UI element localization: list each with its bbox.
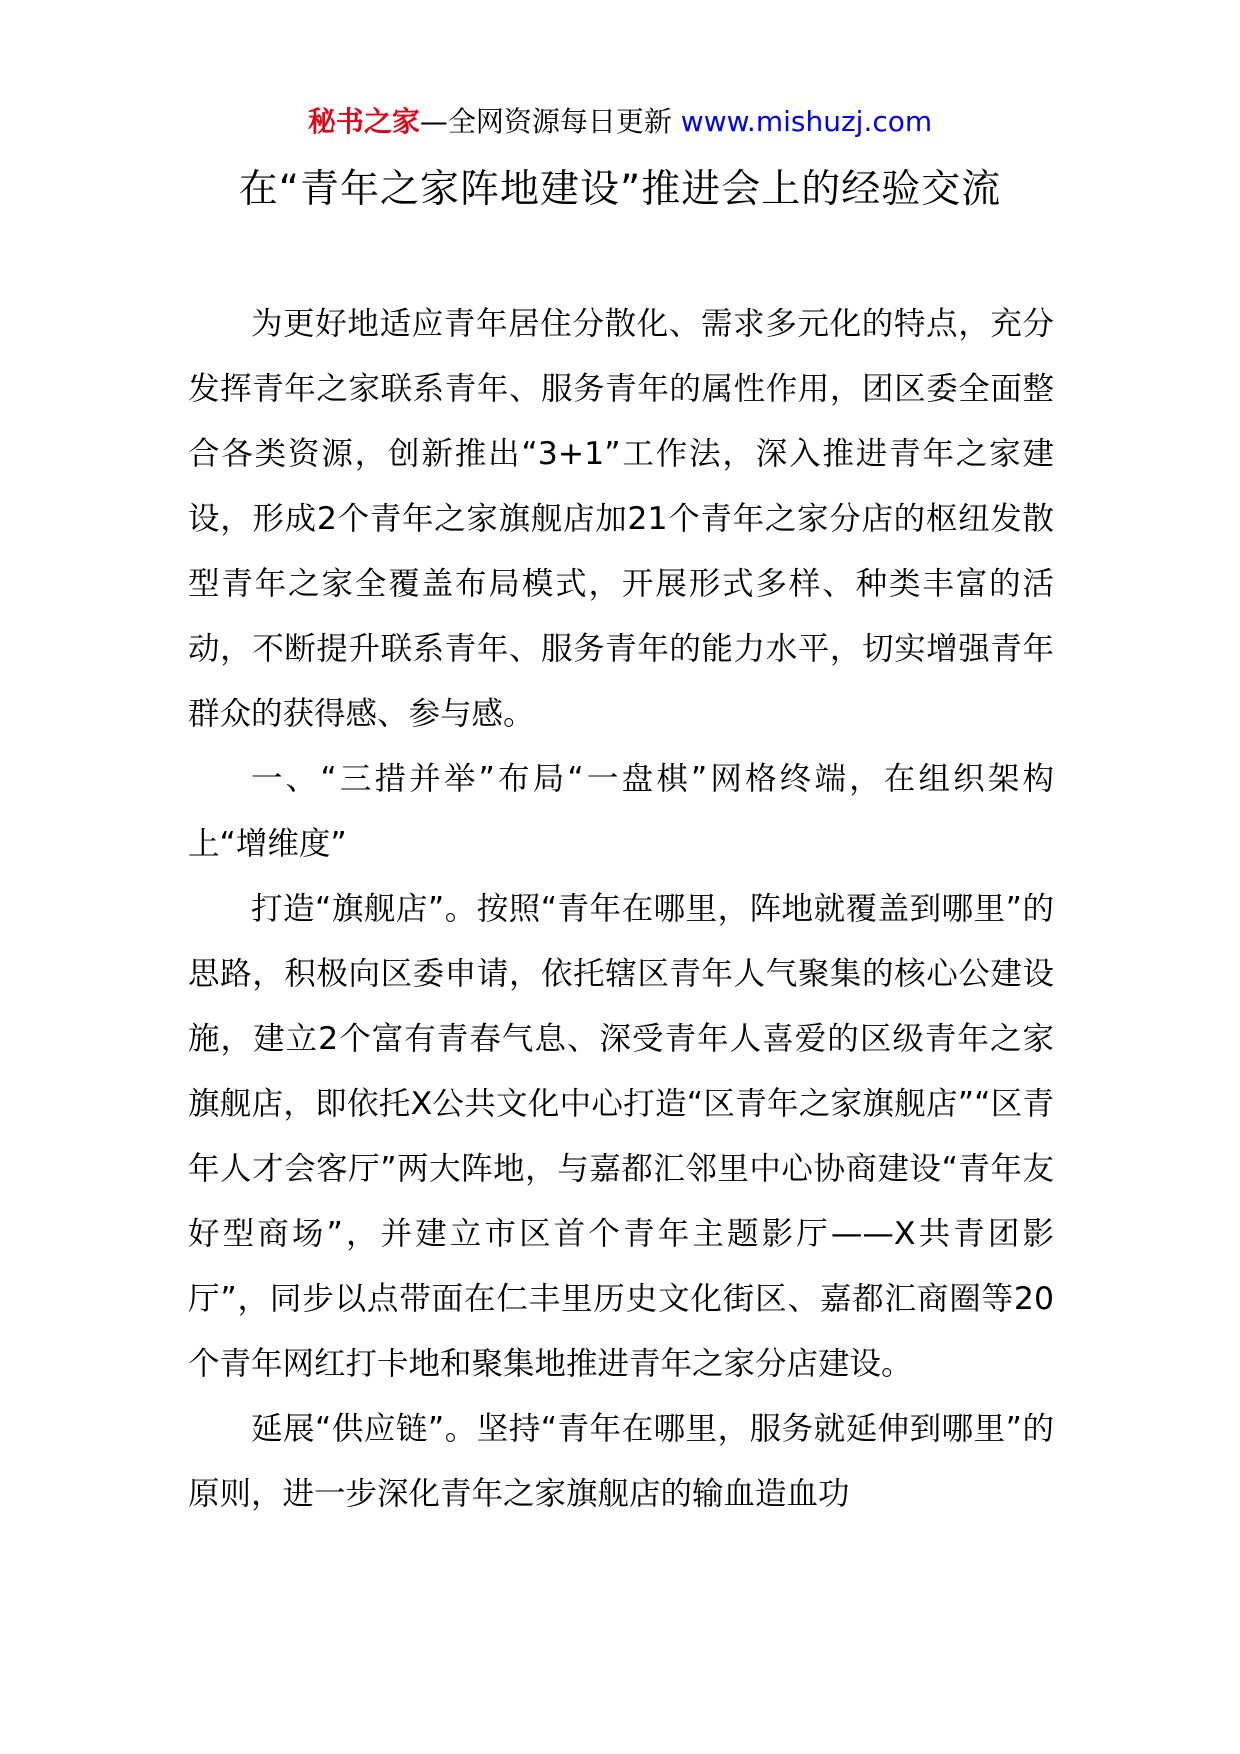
site-brand: 秘书之家 [307,105,420,138]
body-paragraph: 延展“供应链”。坚持“青年在哪里，服务就延伸到哪里”的原则，进一步深化青年之家旗舰店的输血造血功 [188,1411,1054,1512]
site-header [0,104,1240,140]
document-title: 在“青年之家阵地建设”推进会上的经验交流 [238,167,1002,212]
body-paragraph: 打造“旗舰店”。按照“青年在哪里，阵地就覆盖到哪里”的思路，积极向区委申请，依托辖区青年人气聚集的核心公建设施，建立2个富有青春气息、深受青年人喜爱的区级青年之家旗舰店，即依托X公共文化中心打造“区青年之家旗舰店”“区青年人才会客厅”两大阵地，与嘉都汇邻里中心协商建设“青年友好型商场”，并建立市区首个青年主题影厅——X共青团影厅”，同步以点带面在仁丰里历史文化街区、嘉都汇商圈等20个青年网红打卡地和聚集地推进青年之家分店建设。 [188,891,1054,1382]
section-heading: 一、“三措并举”布局“一盘棋”网格终端，在组织架构上“增维度” [188,761,1054,862]
document-body [188,292,1054,1527]
site-url-link[interactable]: www.mishuzj.com [680,105,933,138]
body-paragraph: 为更好地适应青年居住分散化、需求多元化的特点，充分发挥青年之家联系青年、服务青年的属性作用，团区委全面整合各类资源，创新推出“3+1”工作法，深入推进青年之家建设，形成2个青年之家旗舰店加21个青年之家分店的枢纽发散型青年之家全覆盖布局模式，开展形式多样、种类丰富的活动，不断提升联系青年、服务青年的能力水平，切实增强青年群众的获得感、参与感。 [188,306,1054,732]
site-tagline: —全网资源每日更新 [419,105,672,138]
